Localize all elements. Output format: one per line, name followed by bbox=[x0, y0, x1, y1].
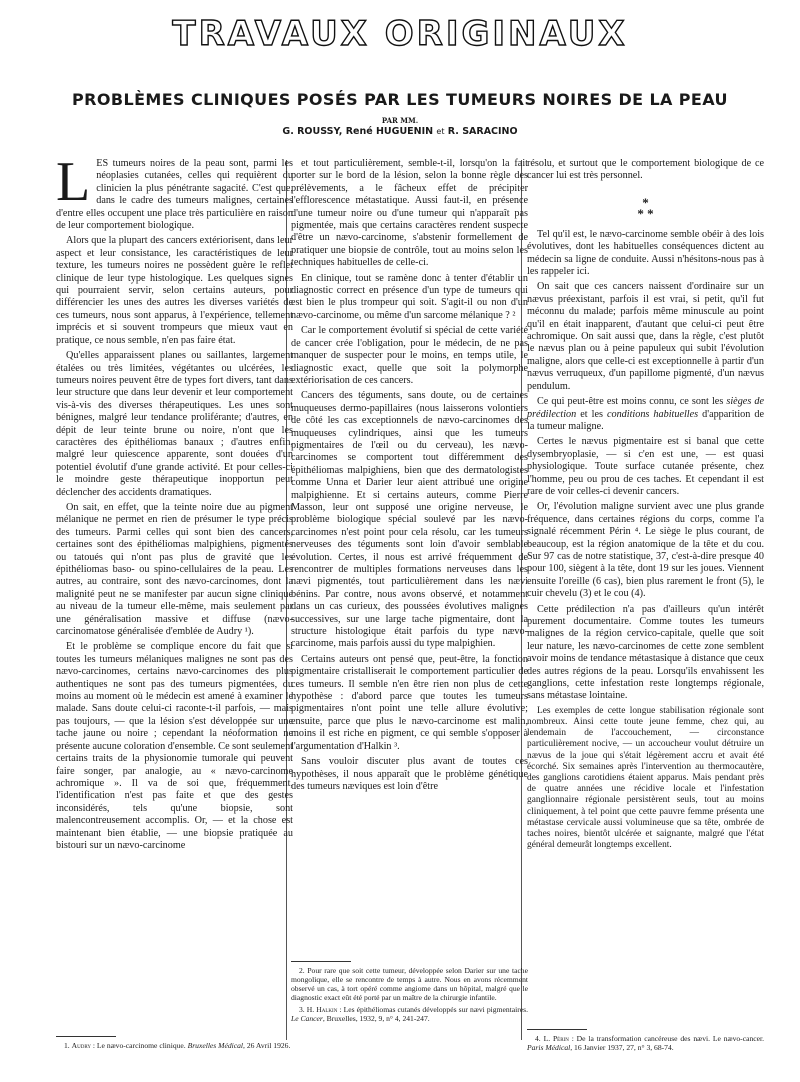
paragraph: En clinique, tout se ramène donc à tenter d'établir un diagnostic correct en présence d'un type de tumeurs qui est bien le plus trompeur qui soit. S'agit-il ou non d'un nævo-carcinome, ou même d'un sarcome mélanique ? ² bbox=[291, 272, 528, 321]
footnote-tail: , 16 Janvier 1937, 27, n° 3, 68-74. bbox=[570, 1043, 674, 1052]
paragraph: Et le problème se complique encore du fait que si toutes les tumeurs mélaniques malignes ne sont pas des nævo-carcinomes, certains nævo-carcinomes des plus authentiques ne sont pas des tumeurs pigmentées, du moins au moment où le médecin est amené à examiner le malade. Sans doute celui-ci raconte-t-il parfois, — mais pas toujours, — que la lésion s'est développée sur une tache jaune ou noire ; cependant la néoformation ne présente aucune coloration d'ensemble. Ce sont seulement certains traits de la physionomie tumorale qui peuvent faire songer, par analogie, au « nævo-carcinome achromique ». Il va de soi que, fréquemment, l'identification n'est pas faite et que des gestes inconsidérés, tels qu'une biopsie, sont malencontreusement accomplis. Or, — et la chose est maintenant bien établie, — une biopsie pratiquée au bistouri sur un nævo-carcinome bbox=[56, 641, 293, 851]
footnotes-column-2 bbox=[291, 955, 528, 1026]
footnote-text: : De la transformation cancéreuse des nævi. Le nævo-cancer. bbox=[568, 1034, 765, 1043]
paragraph: Or, l'évolution maligne survient avec une plus grande fréquence, dans certaines régions du corps, comme l'a signalé récemment Périn ⁴. Le siège le plus courant, de beaucoup, est la région anatomique de la tête et du cou. Sur 97 cas de notre statistique, 37, c'est-à-dire presque 40 pour 100, siègent à la tête, dont 19 sur les joues. Viennent ensuite l'oreille (6 cas), bien plus rarement le front (5), le cuir chevelu (3) et le cou (4). bbox=[527, 501, 764, 600]
paragraph bbox=[527, 396, 764, 433]
paragraph-text: ES tumeurs noires de la peau sont, parmi les néoplasies cutanées, celles qui requièrent du clinicien la plus pénétrante sagacité. C'est que, dans le cadre des tumeurs malignes, certaines d'entre elles occupent une place très particulière en raison de leur comportement biologique. bbox=[56, 158, 293, 232]
text-span: d'apparition de la tumeur maligne. bbox=[527, 408, 764, 432]
paragraph: Les exemples de cette longue stabilisation régionale sont nombreux. Ainsi cette toute jeune femme, chez qui, au lendemain de l'accouchement, — circonstance particulièrement nocive, — un accoucheur voulut détruire un nævus de la joue qui s'était légèrement accru et avait été écorché. Six semaines après l'intervention au thermocautère, des ganglions carotidiens étaient apparus. Mais pendant près de quatre années une récidive locale et l'infestation ganglionnaire régionale persistèrent seuls, tout au moins cliniquement, à tel point que cette pauvre femme présenta une métastase cervicale aussi volumineuse que sa tête, ombrée de taches noires, bientôt ulcérée et saignante, malgré que l'état général demeurât longtemps excellent. bbox=[527, 705, 764, 851]
paragraph: Cette prédilection n'a pas d'ailleurs qu'un intérêt purement documentaire. Comme toutes les tumeurs malignes de la région cervico-capitale, quelle que soit leur nature, les nævo-carcinomes de cette zone semblent avoir moins de tendance métastasique à distance que ceux des autres régions de la peau. Lorsqu'ils envahissent les ganglions, cette infestation reste longtemps régionale, sans métastase lointaine. bbox=[527, 603, 764, 702]
paragraph: On sait que ces cancers naissent d'ordinaire sur un nævus préexistant, parfois il est vrai, si petit, qu'il fut méconnu du malade; parfois même minuscule au point qu'il en était inapparent, d'autant que celui-ci peut être achromique. On sait aussi que, dans la règle, c'est plutôt le nævus plan ou à peine papuleux qui subit l'évolution maligne, alors que celle-ci est exceptionnelle à partir d'un nævus verruqueux, d'un papillome pigmenté, d'un nævus pendulum. bbox=[527, 281, 764, 392]
paragraph: Qu'elles apparaissent planes ou saillantes, largement étalées ou très limitées, végétantes ou ulcérées, les tumeurs noires peuvent être de types fort divers, tant dans leur structure que dans leur devenir et leur comportement vis-à-vis des diverses thérapeutiques. Les unes sont bénignes, malgré leur tendance proliférante; d'autres, en dépit de leur teinte brune ou noire, n'ont que les caractères des épithéliomas banaux ; d'autres enfin, malgré leur quiescence apparente, sont douées d'un potentiel évolutif d'une grande activité. Et pour celles-ci le moindre geste thérapeutique inopportun peut déclencher des accidents dramatiques. bbox=[56, 350, 293, 498]
authors-first: G. ROUSSY, René HUGUENIN bbox=[282, 126, 434, 137]
footnote-journal: Bruxelles Médical bbox=[187, 1041, 244, 1050]
text-span: Ce qui peut-être est moins connu, ce sont les bbox=[537, 396, 727, 408]
footnote bbox=[291, 966, 528, 1002]
footnote-text: : Le nævo-carcinome clinique. bbox=[91, 1041, 188, 1050]
par-label: PAR MM. bbox=[381, 116, 419, 125]
footnote-text: : Les épithéliomas cutanés développés sur nævi pigmentaires. bbox=[337, 1005, 528, 1014]
footnote-author: H. Halkin bbox=[306, 1005, 338, 1014]
footnotes-column-3 bbox=[527, 1023, 764, 1055]
article-title: PROBLÈMES CLINIQUES POSÉS PAR LES TUMEURS NOIRES DE LA PEAU bbox=[72, 90, 728, 109]
text-span: et les bbox=[576, 408, 607, 420]
footnote-journal: Le Cancer bbox=[291, 1014, 323, 1023]
paragraph: Car le comportement évolutif si spécial de cette variété de cancer crée l'obligation, pour le médecin, de ne pas manquer de suspecter pour le moins, en temps utile, le diagnostic exact, quelle que soit la polymorphe extériorisation de ces cancers. bbox=[291, 325, 528, 386]
text-column-1 bbox=[56, 151, 293, 855]
separator-star-top: * bbox=[642, 194, 649, 210]
drop-cap: L bbox=[56, 151, 91, 213]
paragraph: Tel qu'il est, le nævo-carcinome semble obéir à des lois évolutives, dont les habituelles conséquences dictent au médecin sa ligne de conduite. Aussi n'hésitons-nous pas à les rappeler ici. bbox=[527, 228, 764, 278]
text-column-3 bbox=[527, 158, 764, 854]
italic-term: conditions habituelles bbox=[606, 408, 699, 420]
footnote-rule bbox=[56, 1036, 116, 1037]
footnote bbox=[291, 1005, 528, 1023]
authors-last: R. SARACINO bbox=[447, 126, 518, 137]
paragraph: Certains auteurs ont pensé que, peut-être, la fonction pigmentaire cristalliserait le comportement particulier de ces tumeurs. Il semble n'en être rien non plus de cette hypothèse : d'abord parce que toutes les tumeurs pigmentaires n'ont point une telle allure évolutive; ensuite, parce que plus le nævo-carcinome est malin, moins il est riche en pigment, ce qui semble s'opposer à l'argumentation d'Halkin ³. bbox=[291, 653, 528, 752]
footnote-author: L. Périn bbox=[543, 1034, 569, 1043]
paragraph: Certes le nævus pigmentaire est si banal que cette dysembryoplasie, — si c'en est une, — est quasi physiologique. Toute surface cutanée présente, chez l'homme, peu ou prou de ces taches. Et cependant il est rare de voir celles-ci devenir cancers. bbox=[527, 436, 764, 497]
text-column-2 bbox=[291, 158, 528, 796]
footnotes-column-1 bbox=[56, 1030, 293, 1053]
footnote-tail: , Bruxelles, 1932, 9, n° 4, 241-247. bbox=[322, 1014, 430, 1023]
section-separator bbox=[527, 194, 764, 221]
paragraph: On sait, en effet, que la teinte noire due au pigment mélanique ne permet en rien de présumer le type précis des tumeurs. Parmi celles qui sont bien des cancers, certaines sont des épithéliomas malpighiens, pigmentés ou tatoués qui n'ont pas plus de gravité que les épithéliomas baso- ou spino-cellulaires de la peau. Les autres, au contraire, sont des nævo-carcinomes, dont la malignité peut ne se manifester par aucun signe clinique au niveau de la tumeur elle-même, mais seulement par une généralisation massive et diffuse (nævo-carcinomatose généralisée d'emblée de Audry ¹). bbox=[56, 501, 293, 638]
paragraph: et tout particulièrement, semble-t-il, lorsqu'on la fait porter sur le bord de la lésion, selon la bonne règle des prélèvements, a le fâcheux effet de précipiter l'efflorescence métastatique. Aussi faut-il, en présence d'une tumeur noire ou d'une tumeur qui n'apparaît pas pigmentée, mais que certains caractères rendent suspecte d'être un nævo-carcinome, s'abstenir formellement de pratiquer une biopsie de contrôle, tout au moins selon les techniques habituelles de celle-ci. bbox=[291, 158, 528, 269]
footnote-text: Pour rare que soit cette tumeur, développée selon Darier sur une tache mongolique, elle se rencontre de temps à autre. Nous en avons récemment observé un cas, à tort opéré comme angiome dans un hôpital, malgré que le diagnostic exact eût été porté par un maître de la chirurgie infantile. bbox=[291, 966, 528, 1002]
footnote-rule bbox=[527, 1029, 587, 1030]
footnote-tail: , 26 Avril 1926. bbox=[243, 1041, 291, 1050]
footnote-author: Audry bbox=[71, 1041, 91, 1050]
paragraph: résolu, et surtout que le comportement biologique de ce cancer lui est très personnel. bbox=[527, 158, 764, 182]
article-authors bbox=[0, 126, 800, 137]
footnote-number: 4. bbox=[535, 1034, 541, 1043]
separator-star-bottom: * * bbox=[637, 205, 654, 221]
paragraph: Alors que la plupart des cancers extériorisent, dans leur aspect et leur consistance, les caractéristiques de leur texture, les tumeurs noires ne possèdent guère le reflet clinique de leur type histologique. Les quelques signes qui pourraient servir, selon certains auteurs, pour différencier les unes des autres les diverses variétés de ces tumeurs, nous sont apparus, à l'expérience, tellement imprécis et si souvent trompeurs que mieux vaut en pratique, ce nous semble, n'en pas faire état. bbox=[56, 235, 293, 346]
footnote-number: 1. bbox=[64, 1041, 70, 1050]
section-header-title: TRAVAUX ORIGINAUX bbox=[172, 14, 628, 54]
footnote-journal: Paris Médical bbox=[527, 1043, 571, 1052]
paragraph: Sans vouloir discuter plus avant de toutes ces hypothèses, il nous apparaît que le problème génétique des tumeurs næviques est loin d'être bbox=[291, 756, 528, 792]
paragraph bbox=[56, 151, 293, 232]
italic-term: sièges de prédilection bbox=[527, 396, 764, 420]
paragraph: Cancers des téguments, sans doute, ou de certaines muqueuses dermo-papillaires (nous laisserons volontiers de côté les cas exceptionnels de nævo-carcinomes des muqueuses cylindriques, ainsi que les tumeurs pigmentaires de l'œil ou du cerveau), les nævo-carcinomes se comportent tout différemment des épithéliomas malpighiens, bien que des dermatologistes comme Unna et Darier leur aient attribué une origine malpighienne. Et si certains auteurs, comme Pierre Masson, leur ont supposé une origine nerveuse, le problème biologique spécial soulevé par les nævo-carcinomes n'est point pour cela résolu, car les tumeurs nerveuses des téguments sont loin d'avoir semblable évolution. Certes, il nous est arrivé fréquemment de rencontrer de multiples formations nerveuses dans les nævi pigmentés, tout particulièrement dans les nævi bénins. Par contre, nous avons observé, et notamment dans un cas curieux, des poussées évolutives malignes successives, sur une large tache pigmentaire, dont la structure histologique était parfois du type nævo-carcinome, mais parfois aussi du type malpighien. bbox=[291, 390, 528, 650]
footnote-number: 3. bbox=[299, 1005, 305, 1014]
footnote-rule bbox=[291, 961, 351, 962]
authors-et: et bbox=[436, 127, 445, 136]
footnote-number: 2. bbox=[299, 966, 305, 975]
footnote bbox=[56, 1041, 293, 1050]
footnote bbox=[527, 1034, 764, 1052]
